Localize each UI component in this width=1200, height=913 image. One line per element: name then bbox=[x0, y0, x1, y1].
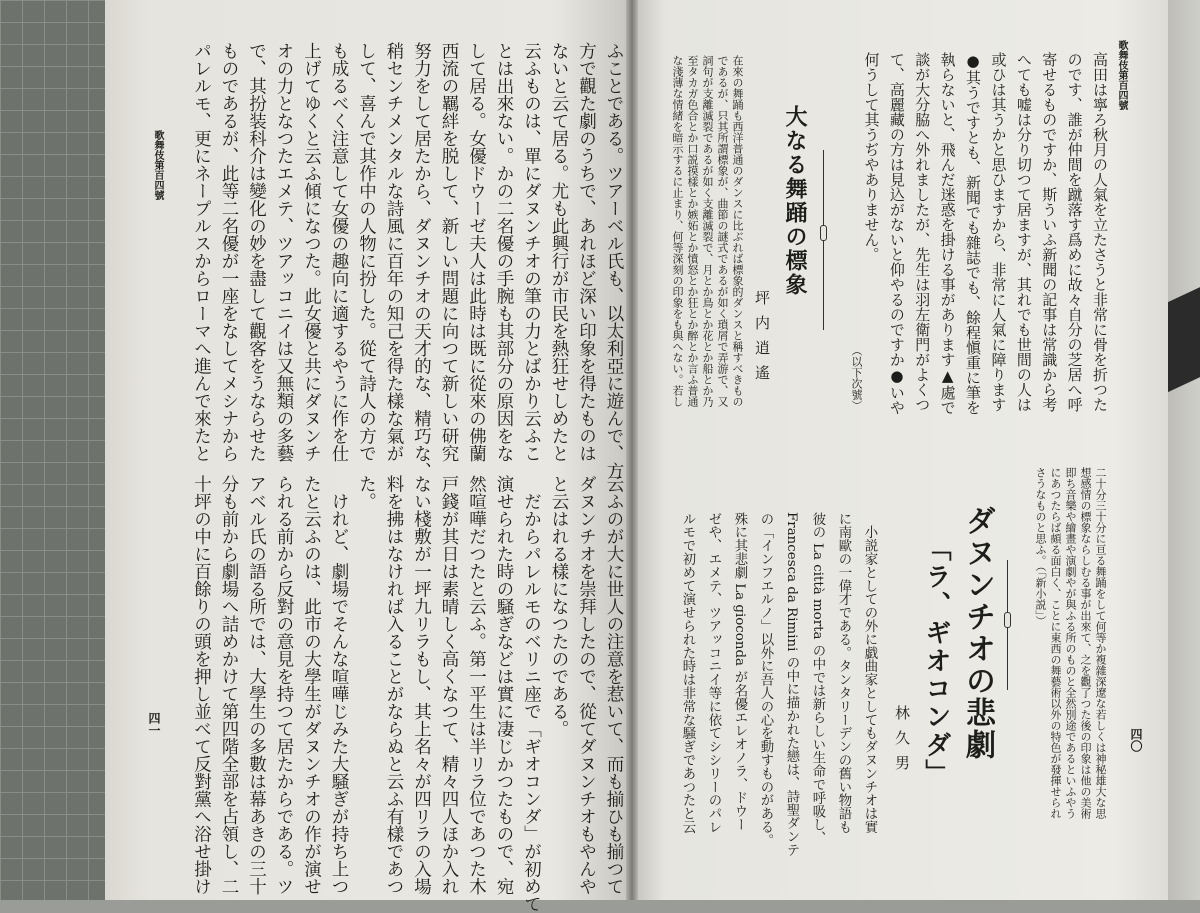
text-column: のです、誰が仲間を蹴落す爲めに故々自分の芝居へ呼 bbox=[1065, 52, 1084, 412]
text-column: で、其扮装科介は變化の妙を盡して觀客をうならせた bbox=[246, 42, 267, 462]
article-subtitle: 「ラ、ギオコンダ」 bbox=[921, 535, 951, 787]
divider-ornament bbox=[820, 225, 827, 241]
book-gutter bbox=[626, 0, 638, 900]
text-column: と云はれる樣になつたのである。 bbox=[549, 475, 569, 738]
text-column: の「インフエルノ」以外に吾人の心を動すものがある。 bbox=[758, 512, 773, 847]
text-column: パレルモ、更にネープルスからローマへ進んで來たと bbox=[191, 42, 212, 462]
text-column: 談が大分脇へ外れましたが、先生は羽左衛門がよくつ bbox=[913, 52, 932, 412]
article1-text bbox=[670, 55, 745, 407]
text-column: も成るべく注意して女優の趣向に適するやうに作を仕 bbox=[329, 42, 349, 462]
text-column: ゼや、エメテ、ツアッコニイ等に依てシシリーのパレ bbox=[706, 512, 721, 834]
text-column: ダヌンチオを崇拜したので、從てダヌンチオもやんや bbox=[576, 475, 597, 895]
text-column: だからパレルモのベリニ座で「ギオコンダ」が初めて bbox=[521, 475, 542, 913]
text-column: 努力をして居たから、ダヌンチオの天才的な、精巧な、 bbox=[411, 42, 432, 480]
text-column: 彼の La città morta の中では新らしい生命で呼吸し、 bbox=[810, 512, 825, 845]
text-column: た。 bbox=[356, 475, 377, 510]
author-tsubouchi: 坪内逍遙 bbox=[753, 290, 771, 390]
text-column: アベル氏の語る所では、大學生の多數は幕あきの三十 bbox=[246, 475, 267, 895]
text-column: 高田は寧ろ秋月の人氣を立たさうと非常に骨を折つた bbox=[1091, 52, 1109, 412]
text-column: 料を拂はなければ入ることがならぬと云ふ有樣であつ bbox=[384, 475, 404, 895]
author-hayashi: 林久男 bbox=[893, 705, 911, 780]
text-column: 何うして其うぢやありません。 bbox=[862, 52, 881, 262]
text-column: 戸錢が其日は素晴しく高くなつて、精々四人ほか入れ bbox=[439, 475, 459, 895]
text-column: に南歐の一偉才である。タンタリーデンの舊い物語も bbox=[836, 512, 851, 834]
text-column: であるが、只其所謂標象が、曲節の謎式であるが如く瑣屑で弄游で、又 bbox=[716, 55, 729, 407]
text-column: 想感情の標象ならしむる事が出來て、之を觀了つた後の印象は他の美術 bbox=[1079, 467, 1092, 819]
text-column: な淺薄な情緒を暗示するに止まり、何等深刻の印象をも與へない。若し bbox=[671, 55, 684, 407]
text-column: ないと云て居る。尤も此興行が市民を熱狂せしめたと bbox=[549, 42, 569, 462]
divider-ornament bbox=[1004, 612, 1011, 628]
text-column: られる前から反對の意見を持つて居たからである。ツ bbox=[274, 475, 294, 895]
text-column: ●其うですとも、新聞でも雜誌でも、餘程愼重に筆を bbox=[964, 52, 983, 415]
text-column: 云ふのが大に世人の注意を惹いて、而も揃ひも揃つて bbox=[604, 475, 624, 895]
running-header-left: 歌舞伎第百四號 bbox=[152, 130, 163, 200]
page-number-left: 四一 bbox=[147, 712, 161, 736]
text-column: して居る。女優ドウーゼ夫人は此時は既に從來の佛蘭 bbox=[466, 42, 487, 462]
running-header-right: 歌舞伎第百四號 bbox=[1116, 40, 1127, 110]
article1-continued-text bbox=[1033, 467, 1108, 819]
text-column: 小説家としての外に戯曲家としてもダヌンチオは實 bbox=[862, 512, 877, 834]
article2-text bbox=[674, 512, 882, 857]
text-column: 然喧嘩だつたと云ふ。第一平生は半リラ位であつた木 bbox=[466, 475, 487, 895]
text-column: 即ち音樂や繪畫や演劇やが與ふる所のものと全然別途であるといふやう bbox=[1064, 467, 1077, 819]
text-column: 詞句が支離滅裂であるが如く支離滅裂で、月とか鳥とか花とか船とか乃 bbox=[701, 55, 714, 407]
text-column: ふことである。ツアーベル氏も、以太利亞に遊んで、方 bbox=[604, 42, 624, 480]
page-number-right: 四〇 bbox=[1129, 728, 1143, 752]
text-column: さうなものと思ふ。（「新小説」） bbox=[1034, 467, 1047, 627]
text-column: とは出來ない。かの二名優の手腕も其部分の原因をな bbox=[494, 42, 514, 462]
article-title-dannunzio: ダヌンチオの悲劇 bbox=[960, 505, 995, 761]
left-upper-text bbox=[187, 42, 627, 480]
text-column: オの力となつたエメテ、ツアッコニイは又無類の多藝 bbox=[274, 42, 294, 462]
text-column: ルモで初めて演せられた時は非常な騒ぎであつたと云 bbox=[680, 512, 695, 834]
text-column: たと云ふのは、此市の大學生がダヌンチオの作が演せ bbox=[301, 475, 322, 895]
text-column: 西流の羈絆を脱して、新しい問題に向つて新しい研究 bbox=[439, 42, 459, 462]
text-column: 云ふものは、單にダヌンチオの筆の力とばかり云ふこ bbox=[521, 42, 542, 462]
text-column: 十坪の中に百餘りの頭を押し並べて反對黨へ浴せ掛け bbox=[191, 475, 212, 895]
to-be-continued: （以下次號） bbox=[850, 345, 863, 411]
text-column: ない棧敷が一坪九リラもし、其上名々が四リラの入場 bbox=[411, 475, 432, 895]
text-column: にあつたらば頗る面白く、ことに東西の舞藝術以外の特色が發揮せられ bbox=[1049, 467, 1062, 819]
left-lower-text bbox=[187, 475, 627, 913]
text-column: 至タカガ色合とか口説摸樣とか嫉妬とか憤怒とか狂とか醉とか言ふ普通 bbox=[686, 55, 699, 407]
text-column: 方で觀た劇のうちで、あれほど深い印象を得たものは bbox=[576, 42, 597, 462]
text-column: けれど、劇場でそんな喧嘩じみた大騒ぎが持ち上つ bbox=[329, 475, 349, 895]
text-column: 在來の舞踊も西洋普通のダンスに比ぶれば標象的ダンスと稱すべきもの bbox=[731, 55, 744, 407]
article-title-dance: 大なる舞踊の標象 bbox=[782, 105, 808, 297]
text-column: 執らないと、飛んだ迷惑を掛ける事があります▲處で bbox=[938, 52, 957, 415]
text-column: 二十分三十分に亘る舞踊をして何等か複雜深遼な若しくは神秘雄大な思 bbox=[1094, 467, 1107, 819]
text-column: 稍センチメンタルな詩風に百年の知己を得た樣な氣が bbox=[384, 42, 404, 462]
text-column: て、高麗藏の方は見込がないと仰やるのですか●いや bbox=[887, 52, 906, 415]
text-column: へても嘘は分り切つて居ますが、其れでも世間の人は bbox=[1014, 52, 1033, 412]
text-column: 殊に其悲劇 La gioconda が名優エレオノラ、ドウー bbox=[732, 512, 747, 832]
right-upper-text bbox=[858, 52, 1112, 415]
text-column: して、喜んで其作中の人物に扮した。從て詩人の方で bbox=[356, 42, 377, 462]
text-column: ものであるが、此等二名優が一座をなしてメシナから bbox=[219, 42, 239, 462]
text-column: 分も前から劇場へ詰めかけて第四階全部を占領し、二 bbox=[219, 475, 239, 895]
text-column: 上げてゆくと云ふ傾になつた。此女優と共にダヌンチ bbox=[301, 42, 322, 462]
text-column: 寄せるものですか、斯ういふ新聞の記事は常識から考 bbox=[1040, 52, 1059, 412]
text-column: 或ひは其うかと思ひますから、非常に人氣に障ります bbox=[989, 52, 1008, 412]
text-column: Francesca da Rimini の中に描かれた戀は、詩聖ダンテ bbox=[784, 512, 799, 857]
text-column: 演せられた時の騒ぎなどは實に凄じかつたもので、宛 bbox=[494, 475, 514, 895]
